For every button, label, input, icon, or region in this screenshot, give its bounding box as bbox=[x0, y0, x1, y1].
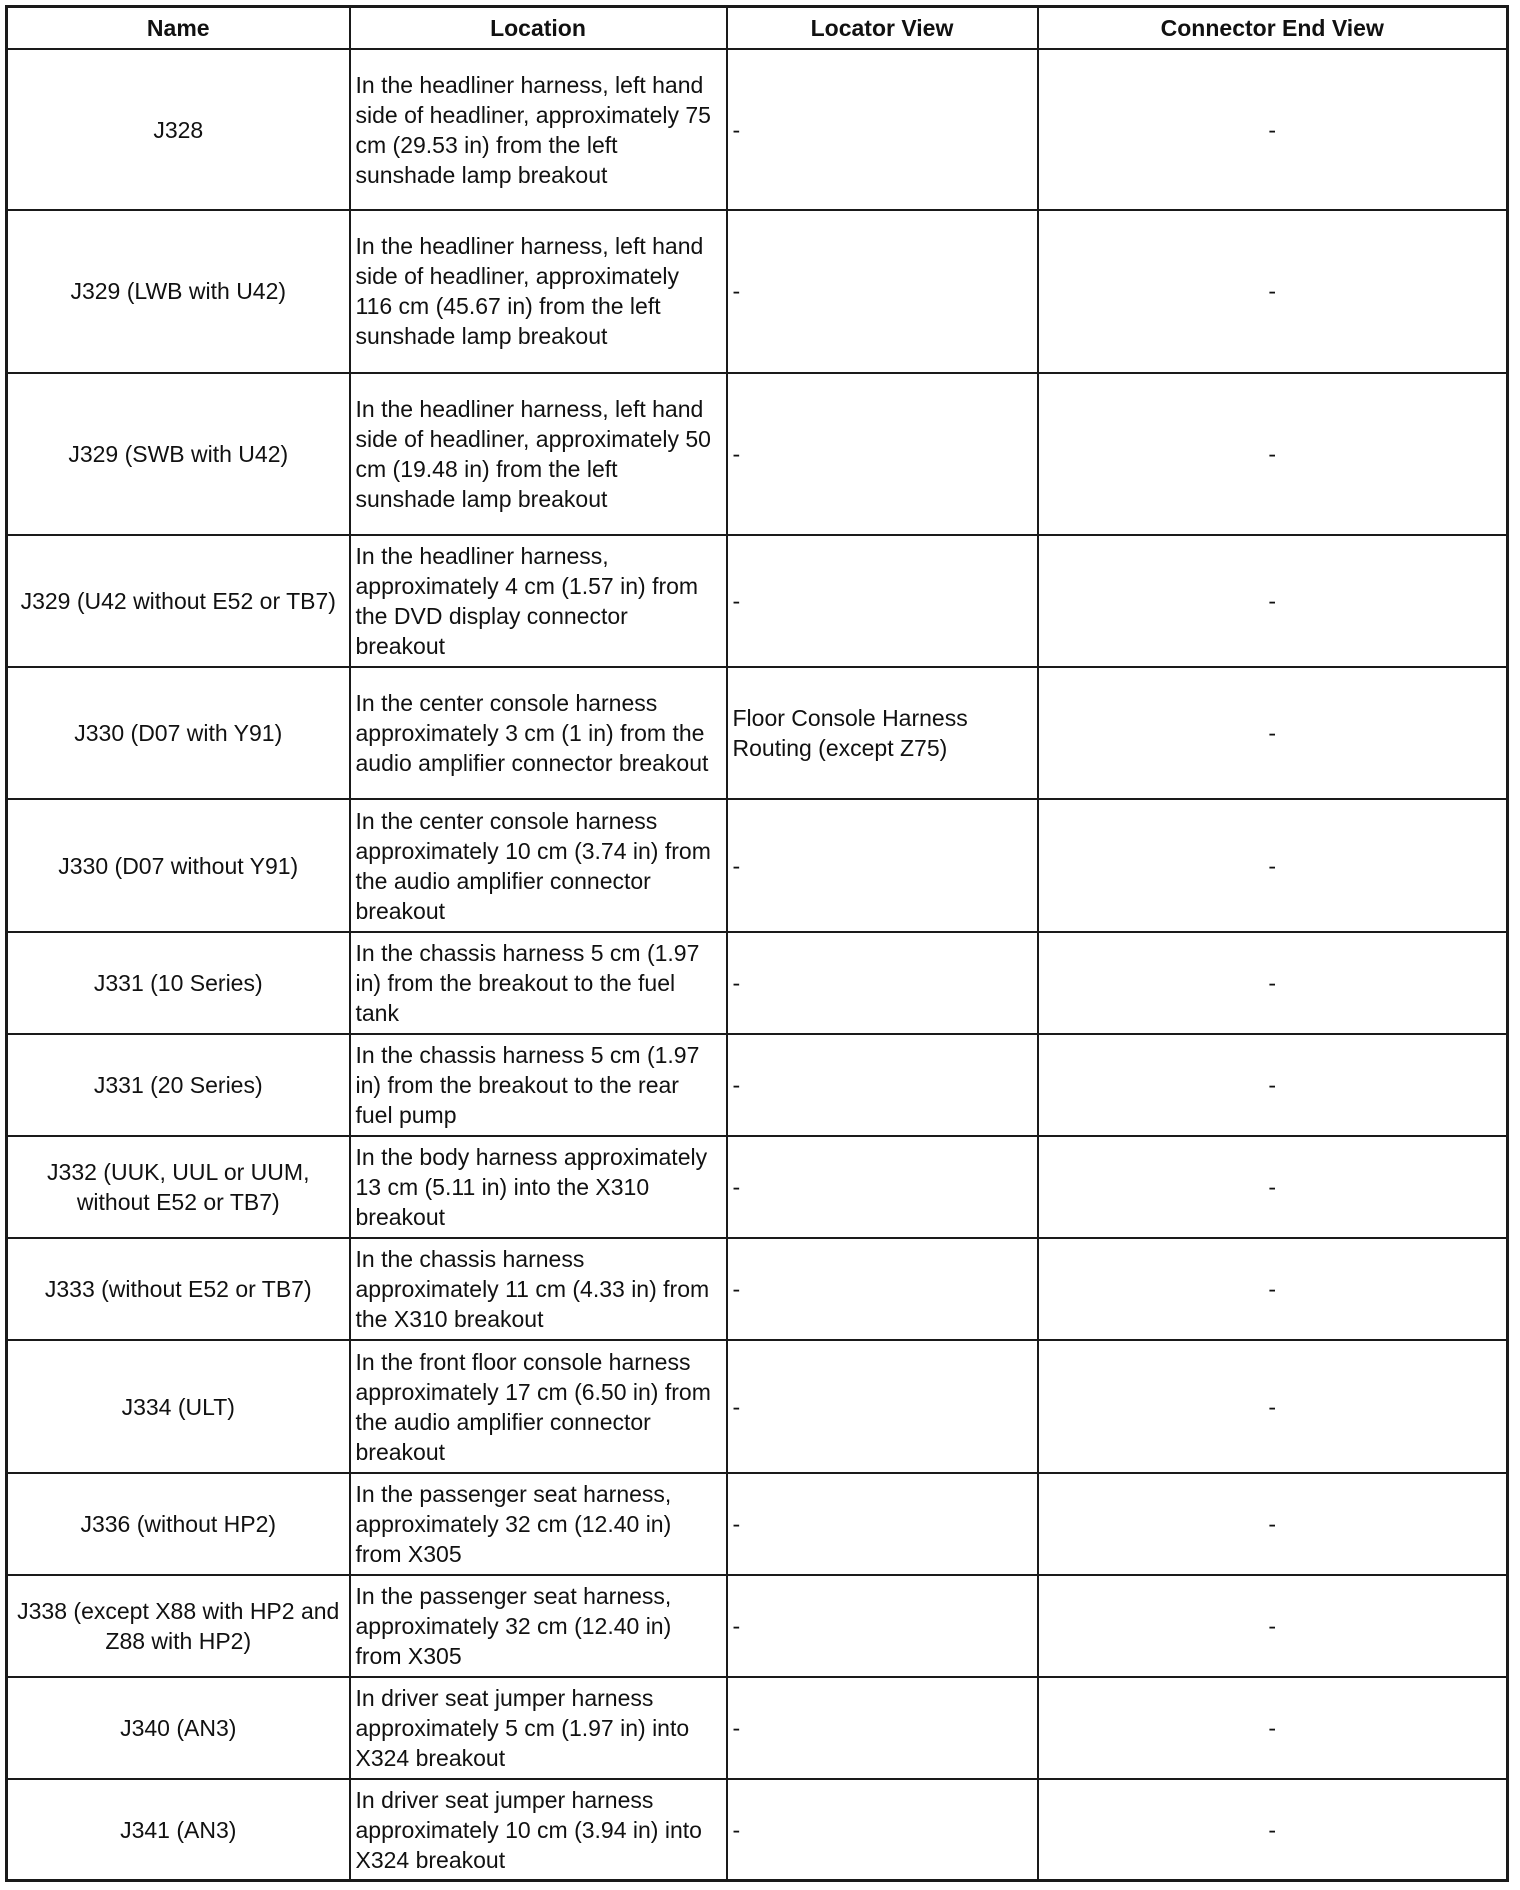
cell-location: In the headliner harness, left hand side of headliner, approximately 75 cm (29.53 in) from the left sunshade lamp breakout bbox=[350, 49, 727, 210]
column-header-connector-end-view: Connector End View bbox=[1038, 7, 1508, 50]
cell-name: J332 (UUK, UUL or UUM, without E52 or TB7) bbox=[7, 1136, 350, 1238]
cell-location: In driver seat jumper harness approximately 5 cm (1.97 in) into X324 breakout bbox=[350, 1677, 727, 1779]
cell-connector-end-view: - bbox=[1038, 667, 1508, 799]
table-row bbox=[7, 373, 1508, 535]
column-header-locator-view: Locator View bbox=[727, 7, 1038, 50]
table-row bbox=[7, 932, 1508, 1034]
table-row bbox=[7, 1575, 1508, 1677]
cell-connector-end-view: - bbox=[1038, 1136, 1508, 1238]
cell-location: In the headliner harness, left hand side of headliner, approximately 116 cm (45.67 in) from the left sunshade lamp breakout bbox=[350, 210, 727, 372]
cell-name: J334 (ULT) bbox=[7, 1340, 350, 1472]
cell-connector-end-view: - bbox=[1038, 932, 1508, 1034]
cell-name: J331 (10 Series) bbox=[7, 932, 350, 1034]
cell-name: J340 (AN3) bbox=[7, 1677, 350, 1779]
table-row bbox=[7, 799, 1508, 931]
cell-connector-end-view: - bbox=[1038, 49, 1508, 210]
cell-location: In the passenger seat harness, approximately 32 cm (12.40 in) from X305 bbox=[350, 1473, 727, 1575]
cell-location: In the chassis harness approximately 11 cm (4.33 in) from the X310 breakout bbox=[350, 1238, 727, 1340]
table-row bbox=[7, 535, 1508, 667]
table-row bbox=[7, 49, 1508, 210]
table-row bbox=[7, 210, 1508, 372]
table-row bbox=[7, 1238, 1508, 1340]
cell-location: In the body harness approximately 13 cm (5.11 in) into the X310 breakout bbox=[350, 1136, 727, 1238]
table-row bbox=[7, 1677, 1508, 1779]
table-row bbox=[7, 1473, 1508, 1575]
cell-name: J328 bbox=[7, 49, 350, 210]
cell-connector-end-view: - bbox=[1038, 1677, 1508, 1779]
table-row bbox=[7, 667, 1508, 799]
connector-table bbox=[5, 5, 1509, 1882]
table-row bbox=[7, 1779, 1508, 1880]
cell-name: J338 (except X88 with HP2 and Z88 with HP2) bbox=[7, 1575, 350, 1677]
cell-name: J329 (U42 without E52 or TB7) bbox=[7, 535, 350, 667]
cell-connector-end-view: - bbox=[1038, 1034, 1508, 1136]
cell-connector-end-view: - bbox=[1038, 1340, 1508, 1472]
cell-name: J331 (20 Series) bbox=[7, 1034, 350, 1136]
cell-location: In the chassis harness 5 cm (1.97 in) from the breakout to the rear fuel pump bbox=[350, 1034, 727, 1136]
cell-locator-view: - bbox=[727, 49, 1038, 210]
cell-location: In the chassis harness 5 cm (1.97 in) from the breakout to the fuel tank bbox=[350, 932, 727, 1034]
cell-connector-end-view: - bbox=[1038, 1473, 1508, 1575]
cell-connector-end-view: - bbox=[1038, 373, 1508, 535]
cell-connector-end-view: - bbox=[1038, 799, 1508, 931]
cell-name: J329 (SWB with U42) bbox=[7, 373, 350, 535]
cell-locator-view: - bbox=[727, 1779, 1038, 1880]
cell-connector-end-view: - bbox=[1038, 210, 1508, 372]
table-row bbox=[7, 1340, 1508, 1472]
cell-locator-view: - bbox=[727, 1238, 1038, 1340]
cell-locator-view: - bbox=[727, 1034, 1038, 1136]
column-header-location: Location bbox=[350, 7, 727, 50]
cell-name: J329 (LWB with U42) bbox=[7, 210, 350, 372]
cell-locator-view: - bbox=[727, 535, 1038, 667]
cell-location: In the headliner harness, left hand side of headliner, approximately 50 cm (19.48 in) from the left sunshade lamp breakout bbox=[350, 373, 727, 535]
cell-name: J330 (D07 without Y91) bbox=[7, 799, 350, 931]
cell-locator-view: - bbox=[727, 1136, 1038, 1238]
cell-location: In the passenger seat harness, approximately 32 cm (12.40 in) from X305 bbox=[350, 1575, 727, 1677]
cell-name: J333 (without E52 or TB7) bbox=[7, 1238, 350, 1340]
cell-connector-end-view: - bbox=[1038, 535, 1508, 667]
cell-locator-view: - bbox=[727, 932, 1038, 1034]
cell-connector-end-view: - bbox=[1038, 1238, 1508, 1340]
cell-name: J330 (D07 with Y91) bbox=[7, 667, 350, 799]
cell-connector-end-view: - bbox=[1038, 1575, 1508, 1677]
header-row bbox=[7, 7, 1508, 50]
cell-name: J336 (without HP2) bbox=[7, 1473, 350, 1575]
cell-locator-view: - bbox=[727, 373, 1038, 535]
table-row bbox=[7, 1136, 1508, 1238]
cell-location: In the front floor console harness approximately 17 cm (6.50 in) from the audio amplifier connector breakout bbox=[350, 1340, 727, 1472]
cell-locator-view: - bbox=[727, 1575, 1038, 1677]
cell-locator-view: - bbox=[727, 1340, 1038, 1472]
column-header-name: Name bbox=[7, 7, 350, 50]
cell-locator-view[interactable]: Floor Console Harness Routing (except Z75) bbox=[727, 667, 1038, 799]
cell-locator-view: - bbox=[727, 1677, 1038, 1779]
cell-location: In the center console harness approximately 10 cm (3.74 in) from the audio amplifier connector breakout bbox=[350, 799, 727, 931]
cell-location: In the center console harness approximately 3 cm (1 in) from the audio amplifier connector breakout bbox=[350, 667, 727, 799]
cell-locator-view: - bbox=[727, 1473, 1038, 1575]
cell-name: J341 (AN3) bbox=[7, 1779, 350, 1880]
cell-locator-view: - bbox=[727, 210, 1038, 372]
cell-locator-view: - bbox=[727, 799, 1038, 931]
cell-location: In driver seat jumper harness approximately 10 cm (3.94 in) into X324 breakout bbox=[350, 1779, 727, 1880]
table-row bbox=[7, 1034, 1508, 1136]
cell-location: In the headliner harness, approximately 4 cm (1.57 in) from the DVD display connector breakout bbox=[350, 535, 727, 667]
cell-connector-end-view: - bbox=[1038, 1779, 1508, 1880]
